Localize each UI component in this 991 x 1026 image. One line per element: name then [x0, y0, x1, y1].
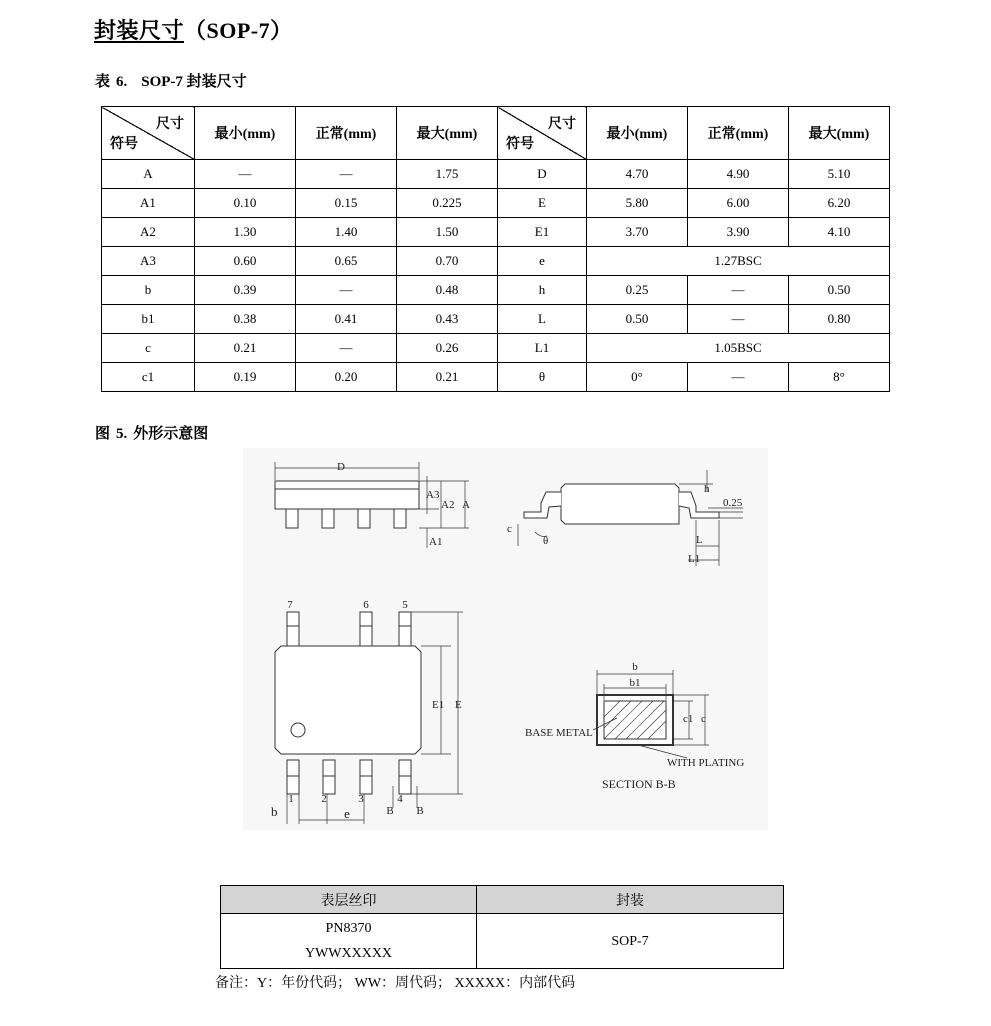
cell-min: 0.10 [195, 189, 296, 218]
cell-nom: — [688, 276, 789, 305]
label-E1: E1 [432, 699, 445, 711]
cell-symbol: θ [498, 363, 587, 392]
header-max: 最大(mm) [789, 107, 890, 160]
label-E: E [455, 699, 462, 711]
label-A1: A1 [429, 536, 443, 548]
cell-symbol: E [498, 189, 587, 218]
cell-min: 5.80 [587, 189, 688, 218]
label-A: A [462, 499, 470, 511]
marking-table [220, 885, 784, 969]
cell-symbol: A1 [102, 189, 195, 218]
package-outline-drawing [243, 448, 768, 830]
marking-header-print: 表层丝印 [221, 886, 477, 914]
table-caption [95, 70, 247, 91]
figure-caption-number: 5. [116, 426, 128, 442]
section-label-b: b [632, 661, 638, 673]
pin-label-4: 4 [397, 793, 403, 805]
table-row [102, 305, 890, 334]
header-size-label: 尺寸 [548, 117, 576, 132]
cell-max: 4.10 [789, 218, 890, 247]
label-D: D [337, 461, 345, 473]
section-title-suffix: （SOP-7） [184, 18, 293, 43]
cell-nom: — [296, 276, 397, 305]
header-max: 最大(mm) [397, 107, 498, 160]
cell-nom: — [688, 363, 789, 392]
cell-max: 1.50 [397, 218, 498, 247]
header-size-label: 尺寸 [156, 117, 184, 132]
marking-row [221, 914, 784, 969]
label-section-bb: SECTION B-B [602, 777, 676, 791]
table-caption-number: 6. [116, 74, 128, 90]
pin-label-3: 3 [358, 793, 364, 805]
cell-max: 8° [789, 363, 890, 392]
section-label-c1: c1 [683, 713, 694, 725]
cell-min: 0.50 [587, 305, 688, 334]
label-base-metal: BASE METAL [525, 727, 593, 739]
cell-symbol: L [498, 305, 587, 334]
cell-symbol: h [498, 276, 587, 305]
cell-symbol: b [102, 276, 195, 305]
cell-max: 0.70 [397, 247, 498, 276]
label-h: h [704, 483, 710, 495]
header-diagonal-cell [498, 107, 587, 160]
cell-min: 3.70 [587, 218, 688, 247]
header-nom: 正常(mm) [296, 107, 397, 160]
section-label-b1: b1 [629, 677, 641, 689]
header-symbol-label: 符号 [506, 137, 534, 152]
section-label-c: c [701, 713, 706, 725]
cell-nom: — [296, 334, 397, 363]
cell-max: 0.21 [397, 363, 498, 392]
cell-symbol: D [498, 160, 587, 189]
cell-max: 0.48 [397, 276, 498, 305]
cell-min: 0.60 [195, 247, 296, 276]
cell-min: — [195, 160, 296, 189]
label-theta: θ [543, 535, 549, 547]
table-row [102, 334, 890, 363]
cell-max: 0.26 [397, 334, 498, 363]
cell-min: 0.25 [587, 276, 688, 305]
label-e: e [344, 806, 350, 821]
cell-nom: — [688, 305, 789, 334]
cell-max: 0.43 [397, 305, 498, 334]
figure-caption-label: 图 [95, 426, 111, 442]
cell-symbol: c [102, 334, 195, 363]
cell-min: 0.39 [195, 276, 296, 305]
figure-caption [95, 422, 208, 443]
table-caption-label: 表 [95, 74, 111, 90]
cell-nom: 0.20 [296, 363, 397, 392]
table-row [102, 363, 890, 392]
cell-max: 0.80 [789, 305, 890, 334]
pin-label-6: 6 [363, 599, 369, 611]
label-B-right: B [416, 805, 424, 817]
cell-nom: 1.40 [296, 218, 397, 247]
cell-min: 4.70 [587, 160, 688, 189]
label-with-plating: WITH PLATING [667, 757, 745, 769]
cell-nom: 4.90 [688, 160, 789, 189]
pin-label-1: 1 [288, 793, 294, 805]
cell-bsc: 1.27BSC [587, 247, 890, 276]
cell-max: 0.50 [789, 276, 890, 305]
cell-min: 1.30 [195, 218, 296, 247]
cell-symbol: e [498, 247, 587, 276]
header-min: 最小(mm) [195, 107, 296, 160]
table-row [102, 189, 890, 218]
cell-symbol: A2 [102, 218, 195, 247]
marking-line-2: YWWXXXXX [304, 946, 393, 961]
cell-nom: 6.00 [688, 189, 789, 218]
header-nom: 正常(mm) [688, 107, 789, 160]
dimension-table [101, 106, 890, 392]
marking-header-package: 封装 [477, 886, 784, 914]
pin-label-7: 7 [287, 599, 293, 611]
label-b: b [271, 804, 278, 819]
cell-max: 5.10 [789, 160, 890, 189]
cell-nom: 0.41 [296, 305, 397, 334]
header-symbol-label: 符号 [110, 137, 138, 152]
label-B-left: B [386, 805, 394, 817]
cell-symbol: A3 [102, 247, 195, 276]
pin-label-2: 2 [321, 793, 327, 805]
cell-symbol: c1 [102, 363, 195, 392]
marking-note: 备注：Y：年份代码； WW：周代码； XXXXX：内部代码 [215, 976, 576, 991]
cell-symbol: L1 [498, 334, 587, 363]
section-title [94, 14, 293, 45]
pin-label-5: 5 [402, 599, 408, 611]
cell-nom: 0.15 [296, 189, 397, 218]
label-A3: A3 [426, 489, 440, 501]
label-c: c [507, 523, 512, 535]
cell-max: 6.20 [789, 189, 890, 218]
table-row [102, 247, 890, 276]
marking-package-cell: SOP-7 [477, 914, 784, 969]
section-title-main: 封装尺寸 [94, 18, 185, 43]
label-L1: L1 [688, 553, 701, 565]
figure-caption-text: 外形示意图 [133, 426, 209, 442]
cell-max: 0.225 [397, 189, 498, 218]
table-row [102, 276, 890, 305]
header-diagonal-cell [102, 107, 195, 160]
label-L: L [696, 534, 703, 546]
cell-min: 0.38 [195, 305, 296, 334]
cell-min: 0.19 [195, 363, 296, 392]
cell-max: 1.75 [397, 160, 498, 189]
table-row [102, 160, 890, 189]
cell-nom: 3.90 [688, 218, 789, 247]
cell-symbol: A [102, 160, 195, 189]
cell-bsc: 1.05BSC [587, 334, 890, 363]
cell-min: 0° [587, 363, 688, 392]
marking-line-1: PN8370 [325, 921, 372, 936]
table-caption-text: SOP-7 封装尺寸 [141, 74, 247, 90]
header-min: 最小(mm) [587, 107, 688, 160]
cell-symbol: E1 [498, 218, 587, 247]
cell-min: 0.21 [195, 334, 296, 363]
table-row [102, 218, 890, 247]
cell-nom: — [296, 160, 397, 189]
marking-header-row [221, 886, 784, 914]
label-A2: A2 [441, 499, 455, 511]
cell-symbol: b1 [102, 305, 195, 334]
marking-print-cell [221, 914, 477, 969]
cell-nom: 0.65 [296, 247, 397, 276]
label-0.25: 0.25 [723, 497, 743, 509]
table-header-row [102, 107, 890, 160]
